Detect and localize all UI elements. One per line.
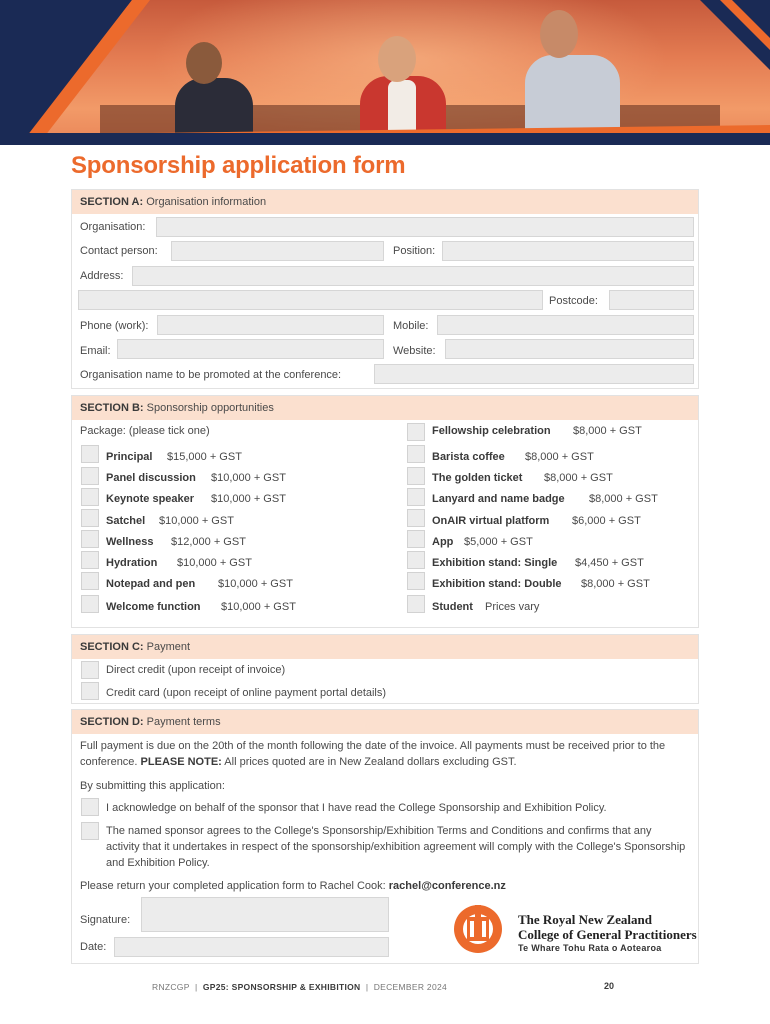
checkbox-barista-coffee[interactable] <box>407 445 425 463</box>
option-fellowship-celebration: Fellowship celebration <box>432 425 551 437</box>
option-satchel: Satchel <box>106 515 146 527</box>
option-golden-ticket: The golden ticket <box>432 472 523 484</box>
price-principal: $15,000 + GST <box>167 451 242 463</box>
email-input[interactable] <box>117 339 384 359</box>
checkbox-student[interactable] <box>407 595 425 613</box>
phone-work-input[interactable] <box>157 315 384 335</box>
price-fellowship-celebration: $8,000 + GST <box>573 425 642 437</box>
option-barista-coffee: Barista coffee <box>432 451 505 463</box>
organisation-input[interactable] <box>156 217 694 237</box>
price-satchel: $10,000 + GST <box>159 515 234 527</box>
price-student: Prices vary <box>485 601 540 613</box>
section-a <box>71 189 699 389</box>
address-input-line-1[interactable] <box>132 266 694 286</box>
checkbox-panel-discussion[interactable] <box>81 467 99 485</box>
return-email-link[interactable]: rachel@conference.nz <box>388 880 506 892</box>
option-direct-credit: Direct credit (upon receipt of invoice) <box>106 664 286 676</box>
price-golden-ticket: $8,000 + GST <box>544 472 613 484</box>
price-barista-coffee: $8,000 + GST <box>525 451 594 463</box>
mobile-label: Mobile: <box>393 320 429 332</box>
address-input-line-2[interactable] <box>78 290 543 310</box>
page-number: 20 <box>604 981 615 991</box>
checkbox-exhibition-double[interactable] <box>407 572 425 590</box>
section-c <box>71 634 699 704</box>
contact-person-input[interactable] <box>171 241 384 261</box>
promoted-name-input[interactable] <box>374 364 694 384</box>
checkbox-onair-virtual-platform[interactable] <box>407 509 425 527</box>
price-lanyard-name-badge: $8,000 + GST <box>589 493 658 505</box>
submitting-text: By submitting this application: <box>80 780 225 792</box>
checkbox-keynote-speaker[interactable] <box>81 488 99 506</box>
checkbox-hydration[interactable] <box>81 551 99 569</box>
option-onair-virtual-platform: OnAIR virtual platform <box>432 515 550 527</box>
option-hydration: Hydration <box>106 557 158 569</box>
organisation-label: Organisation: <box>80 221 146 233</box>
website-input[interactable] <box>445 339 694 359</box>
price-welcome-function: $10,000 + GST <box>221 601 296 613</box>
date-label: Date: <box>80 941 107 953</box>
option-app: App <box>432 536 454 548</box>
address-label: Address: <box>80 270 124 282</box>
website-label: Website: <box>393 345 436 357</box>
package-label: Package: (please tick one) <box>80 425 210 437</box>
checkbox-acknowledge-policy[interactable] <box>81 798 99 816</box>
contact-person-label: Contact person: <box>80 245 158 257</box>
checkbox-satchel[interactable] <box>81 509 99 527</box>
option-exhibition-double: Exhibition stand: Double <box>432 578 562 590</box>
college-name-line-1: The Royal New Zealand <box>518 912 652 927</box>
price-wellness: $12,000 + GST <box>171 536 246 548</box>
checkbox-welcome-function[interactable] <box>81 595 99 613</box>
price-keynote-speaker: $10,000 + GST <box>211 493 286 505</box>
banner-corner-graphics <box>0 0 770 145</box>
option-credit-card: Credit card (upon receipt of online payment portal details) <box>106 687 387 699</box>
checkbox-direct-credit[interactable] <box>81 661 99 679</box>
position-input[interactable] <box>442 241 694 261</box>
checkbox-agree-terms[interactable] <box>81 822 99 840</box>
signature-label: Signature: <box>80 914 131 926</box>
checkbox-exhibition-single[interactable] <box>407 551 425 569</box>
agree-terms-text: The named sponsor agrees to the College's Sponsorship/Exhibition Terms and Conditions and confirms that any activity that it undertakes in respect of the sponsorship/exhibition agreement will comply with the College's Sponsorship and Exhibition Policy. <box>106 825 686 869</box>
phone-work-label: Phone (work): <box>80 320 149 332</box>
checkbox-lanyard-name-badge[interactable] <box>407 488 425 506</box>
option-keynote-speaker: Keynote speaker <box>106 493 195 505</box>
checkbox-golden-ticket[interactable] <box>407 467 425 485</box>
price-notepad-and-pen: $10,000 + GST <box>218 578 293 590</box>
return-form-text: Please return your completed application form to Rachel Cook: rachel@conference.nz <box>80 880 506 892</box>
option-welcome-function: Welcome function <box>106 601 201 613</box>
checkbox-notepad-and-pen[interactable] <box>81 572 99 590</box>
college-maori-name: Te Whare Tohu Rata o Aotearoa <box>518 943 662 953</box>
signature-input[interactable] <box>141 897 389 932</box>
price-hydration: $10,000 + GST <box>177 557 252 569</box>
option-principal: Principal <box>106 451 153 463</box>
section-c-header: SECTION C: Payment <box>72 635 698 659</box>
payment-terms-text: Full payment is due on the 20th of the month following the date of the invoice. All payments must be received prior to the conference. PLEASE NOTE: All prices quoted are in New Zealand dollars excluding GST. <box>80 740 666 768</box>
checkbox-wellness[interactable] <box>81 530 99 548</box>
section-b-header: SECTION B: Sponsorship opportunities <box>72 396 698 420</box>
price-exhibition-single: $4,450 + GST <box>575 557 644 569</box>
price-panel-discussion: $10,000 + GST <box>211 472 286 484</box>
checkbox-fellowship-celebration[interactable] <box>407 423 425 441</box>
option-exhibition-single: Exhibition stand: Single <box>432 557 558 569</box>
mobile-input[interactable] <box>437 315 694 335</box>
option-wellness: Wellness <box>106 536 154 548</box>
section-d-header: SECTION D: Payment terms <box>72 710 698 734</box>
postcode-label: Postcode: <box>549 295 598 307</box>
promoted-name-label: Organisation name to be promoted at the conference: <box>80 369 342 381</box>
college-name-line-2: College of General Practitioners <box>518 927 697 942</box>
section-b <box>71 395 699 628</box>
section-a-header: SECTION A: Organisation information <box>72 190 698 214</box>
option-student: Student <box>432 601 473 613</box>
price-exhibition-double: $8,000 + GST <box>581 578 650 590</box>
postcode-input[interactable] <box>609 290 694 310</box>
position-label: Position: <box>393 245 436 257</box>
header-banner-photo <box>0 0 770 145</box>
option-lanyard-name-badge: Lanyard and name badge <box>432 493 565 505</box>
price-onair-virtual-platform: $6,000 + GST <box>572 515 641 527</box>
acknowledge-policy-text: I acknowledge on behalf of the sponsor that I have read the College Sponsorship and Exhibition Policy. <box>106 802 607 814</box>
option-panel-discussion: Panel discussion <box>106 472 196 484</box>
checkbox-app[interactable] <box>407 530 425 548</box>
price-app: $5,000 + GST <box>464 536 533 548</box>
option-notepad-and-pen: Notepad and pen <box>106 578 196 590</box>
checkbox-credit-card[interactable] <box>81 682 99 700</box>
date-input[interactable] <box>114 937 389 957</box>
checkbox-principal[interactable] <box>81 445 99 463</box>
page-title: Sponsorship application form <box>71 152 406 179</box>
college-logo-mark <box>446 902 510 954</box>
email-label: Email: <box>80 345 111 357</box>
footer: RNZCGP | GP25: SPONSORSHIP & EXHIBITION | DECEMBER 2024 <box>152 982 448 992</box>
